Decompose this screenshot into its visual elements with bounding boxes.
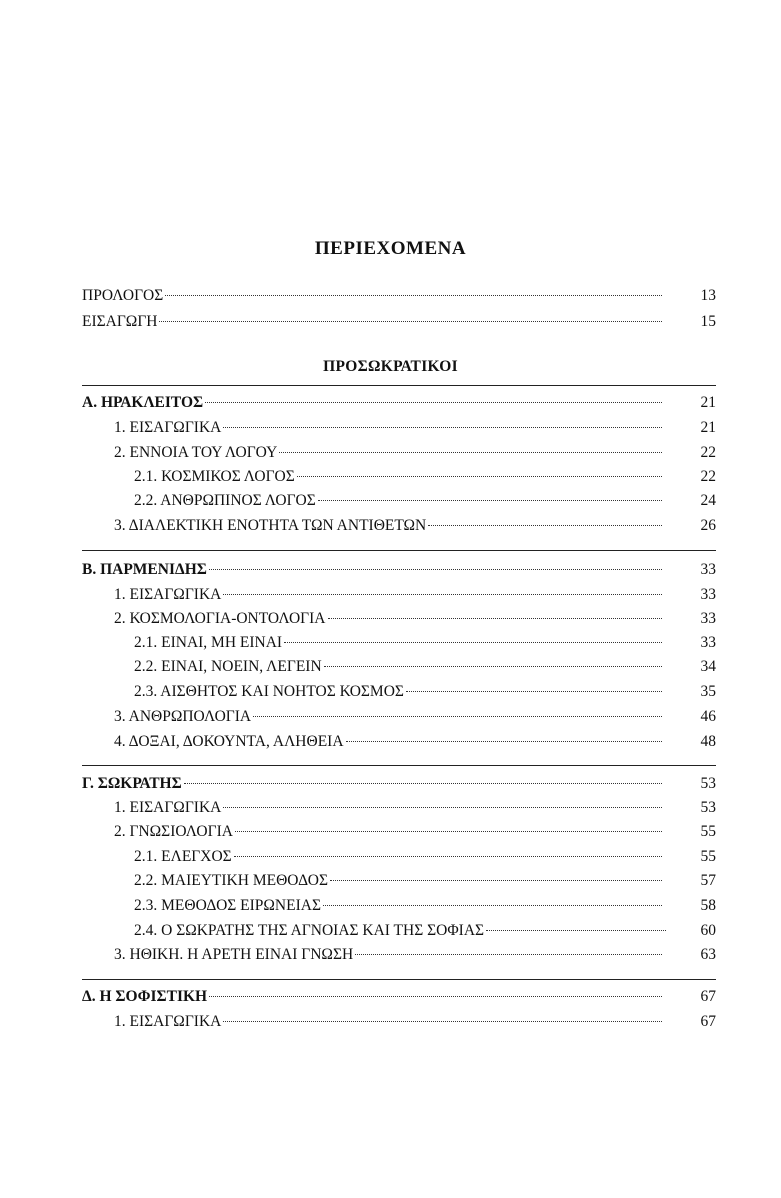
toc-page-number: 58 bbox=[700, 897, 716, 914]
toc-page-number: 55 bbox=[700, 848, 716, 865]
toc-entry-label: 2.4. Ο ΣΩΚΡΑΤΗΣ ΤΗΣ ΑΓΝΟΙΑΣ ΚΑΙ ΤΗΣ ΣΟΦΙΑΣ bbox=[134, 922, 485, 939]
toc-entry[interactable] bbox=[134, 683, 665, 705]
toc-page-number: 46 bbox=[700, 708, 716, 725]
toc-entry-label: 2.1. ΚΟΣΜΙΚΟΣ ΛΟΓΟΣ bbox=[134, 468, 295, 485]
section-divider bbox=[82, 385, 716, 386]
toc-entry-label: Α. ΗΡΑΚΛΕΙΤΟΣ bbox=[82, 394, 204, 411]
toc-entry-label: 1. ΕΙΣΑΓΩΓΙΚΑ bbox=[114, 419, 222, 436]
toc-entry[interactable] bbox=[114, 946, 665, 968]
toc-page-number: 24 bbox=[700, 492, 716, 509]
section-divider bbox=[82, 765, 716, 766]
toc-entry-label: 2.2. ΜΑΙΕΥΤΙΚΗ ΜΕΘΟΔΟΣ bbox=[134, 872, 328, 889]
toc-entry[interactable] bbox=[114, 708, 665, 730]
toc-chapter-entry[interactable] bbox=[82, 394, 665, 416]
toc-entry-label: ΠΡΟΛΟΓΟΣ bbox=[82, 287, 164, 304]
toc-chapter-entry[interactable] bbox=[82, 561, 665, 583]
toc-entry[interactable] bbox=[134, 872, 665, 894]
toc-entry[interactable] bbox=[114, 610, 665, 632]
dot-leader bbox=[428, 525, 662, 526]
dot-leader bbox=[165, 295, 662, 296]
toc-entry[interactable] bbox=[114, 733, 665, 755]
toc-entry-label: 1. ΕΙΣΑΓΩΓΙΚΑ bbox=[114, 1013, 222, 1030]
dot-leader bbox=[159, 321, 662, 322]
toc-entry-label: 2.2. ΑΝΘΡΩΠΙΝΟΣ ΛΟΓΟΣ bbox=[134, 492, 316, 509]
toc-entry-label: 2. ΓΝΩΣΙΟΛΟΓΙΑ bbox=[114, 823, 233, 840]
section-heading: ΠΡΟΣΩΚΡΑΤΙΚΟΙ bbox=[323, 358, 458, 375]
toc-page-number: 63 bbox=[700, 946, 716, 963]
toc-page-number: 33 bbox=[700, 634, 716, 651]
dot-leader bbox=[223, 807, 662, 808]
toc-chapter-entry[interactable] bbox=[82, 775, 665, 797]
dot-leader bbox=[223, 1021, 662, 1022]
toc-entry[interactable] bbox=[134, 468, 665, 490]
toc-entry-label: 3. ΑΝΘΡΩΠΟΛΟΓΙΑ bbox=[114, 708, 252, 725]
toc-entry-label: 3. ΗΘΙΚΗ. Η ΑΡΕΤΗ ΕΙΝΑΙ ΓΝΩΣΗ bbox=[114, 946, 354, 963]
toc-entry[interactable] bbox=[114, 444, 665, 466]
dot-leader bbox=[223, 427, 662, 428]
toc-page-number: 33 bbox=[700, 586, 716, 603]
toc-page-number: 57 bbox=[700, 872, 716, 889]
dot-leader bbox=[297, 476, 662, 477]
toc-page-number: 53 bbox=[700, 775, 716, 792]
toc-page-number: 60 bbox=[700, 922, 716, 939]
toc-entry[interactable] bbox=[114, 517, 665, 539]
toc-page-number: 21 bbox=[700, 394, 716, 411]
toc-entry-label: 2.1. ΕΙΝΑΙ, ΜΗ ΕΙΝΑΙ bbox=[134, 634, 283, 651]
toc-chapter-entry[interactable] bbox=[82, 988, 665, 1010]
toc-page-number: 35 bbox=[700, 683, 716, 700]
toc-entry-label: Β. ΠΑΡΜΕΝΙΔΗΣ bbox=[82, 561, 207, 578]
section-divider bbox=[82, 550, 716, 551]
dot-leader bbox=[209, 996, 662, 997]
toc-entry-label: 2.3. ΜΕΘΟΔΟΣ ΕΙΡΩΝΕΙΑΣ bbox=[134, 897, 321, 914]
dot-leader bbox=[253, 716, 662, 717]
toc-entry[interactable] bbox=[134, 848, 665, 870]
toc-page-number: 21 bbox=[700, 419, 716, 436]
toc-page-number: 48 bbox=[700, 733, 716, 750]
toc-entry-label: 2. ΚΟΣΜΟΛΟΓΙΑ-ΟΝΤΟΛΟΓΙΑ bbox=[114, 610, 326, 627]
toc-entry-label: 3. ΔΙΑΛΕΚΤΙΚΗ ΕΝΟΤΗΤΑ ΤΩΝ ΑΝΤΙΘΕΤΩΝ bbox=[114, 517, 427, 534]
dot-leader bbox=[205, 402, 662, 403]
toc-page-number: 26 bbox=[700, 517, 716, 534]
toc-entry-label: 2. ΕΝΝΟΙΑ ΤΟΥ ΛΟΓΟΥ bbox=[114, 444, 278, 461]
toc-entry[interactable] bbox=[114, 823, 665, 845]
toc-entry[interactable] bbox=[114, 419, 665, 441]
dot-leader bbox=[324, 666, 662, 667]
page-title: ΠΕΡΙΕΧΟΜΕΝΑ bbox=[314, 238, 467, 259]
toc-page-number: 13 bbox=[700, 287, 716, 304]
toc-entry-label: 2.1. ΕΛΕΓΧΟΣ bbox=[134, 848, 232, 865]
toc-entry[interactable] bbox=[134, 634, 665, 656]
toc-entry-label: Δ. Η ΣΟΦΙΣΤΙΚΗ bbox=[82, 988, 208, 1005]
dot-leader bbox=[330, 880, 662, 881]
dot-leader bbox=[406, 691, 662, 692]
dot-leader bbox=[486, 930, 666, 931]
toc-entry-label: 4. ΔΟΞΑΙ, ΔΟΚΟΥΝΤΑ, ΑΛΗΘΕΙΑ bbox=[114, 733, 344, 750]
dot-leader bbox=[328, 618, 663, 619]
toc-entry-prologue[interactable] bbox=[82, 287, 665, 309]
toc-page-number: 67 bbox=[700, 1013, 716, 1030]
dot-leader bbox=[209, 569, 662, 570]
dot-leader bbox=[346, 741, 662, 742]
toc-page-number: 53 bbox=[700, 799, 716, 816]
toc-page-number: 15 bbox=[700, 313, 716, 330]
toc-page-number: 22 bbox=[700, 468, 716, 485]
toc-entry[interactable] bbox=[114, 799, 665, 821]
dot-leader bbox=[184, 783, 662, 784]
toc-entry[interactable] bbox=[134, 492, 665, 514]
toc-entry-label: 2.2. ΕΙΝΑΙ, ΝΟΕΙΝ, ΛΕΓΕΙΝ bbox=[134, 658, 322, 675]
dot-leader bbox=[235, 831, 662, 832]
dot-leader bbox=[323, 905, 662, 906]
dot-leader bbox=[279, 452, 662, 453]
toc-entry-label: ΕΙΣΑΓΩΓΗ bbox=[82, 313, 158, 330]
toc-entry[interactable] bbox=[114, 1013, 665, 1035]
toc-page-number: 67 bbox=[700, 988, 716, 1005]
toc-entry[interactable] bbox=[134, 658, 665, 680]
dot-leader bbox=[355, 954, 662, 955]
toc-page-number: 34 bbox=[700, 658, 716, 675]
toc-entry[interactable] bbox=[114, 586, 665, 608]
dot-leader bbox=[223, 594, 662, 595]
toc-entry-label: 1. ΕΙΣΑΓΩΓΙΚΑ bbox=[114, 799, 222, 816]
dot-leader bbox=[318, 500, 662, 501]
toc-page-number: 33 bbox=[700, 610, 716, 627]
section-divider bbox=[82, 979, 716, 980]
toc-page-number: 55 bbox=[700, 823, 716, 840]
toc-entry-label: Γ. ΣΩΚΡΑΤΗΣ bbox=[82, 775, 182, 792]
toc-page-number: 33 bbox=[700, 561, 716, 578]
toc-entry[interactable] bbox=[134, 897, 665, 919]
toc-page-number: 22 bbox=[700, 444, 716, 461]
dot-leader bbox=[234, 856, 662, 857]
toc-entry-label: 1. ΕΙΣΑΓΩΓΙΚΑ bbox=[114, 586, 222, 603]
toc-entry-label: 2.3. ΑΙΣΘΗΤΟΣ ΚΑΙ ΝΟΗΤΟΣ ΚΟΣΜΟΣ bbox=[134, 683, 404, 700]
toc-entry-introduction[interactable] bbox=[82, 313, 665, 335]
dot-leader bbox=[284, 642, 662, 643]
toc-entry[interactable] bbox=[134, 922, 669, 944]
